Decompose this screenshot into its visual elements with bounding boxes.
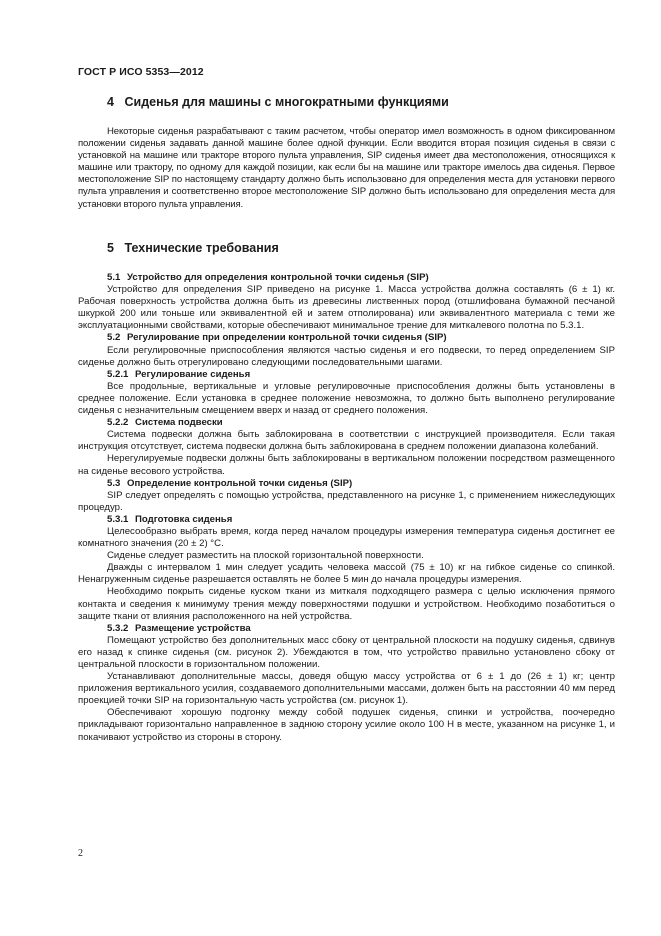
subsection-5-2-2-number: 5.2.2 bbox=[107, 417, 129, 429]
page-header-standard-code: ГОСТ Р ИСО 5353—2012 bbox=[78, 66, 204, 78]
section-5-title: Технические требования bbox=[124, 241, 279, 255]
section-4-heading bbox=[107, 95, 449, 109]
subsection-5-1-paragraph: Устройство для определения SIP приведено на рисунке 1. Масса устройства должна составлять (6 ± 1) кг. Рабочая поверхность устройства должна быть из древесины лиственных пород (отшлифована бумажной песчаной шкуркой 200 или тоньше или эквивалентной ей и затем отполирована) или эквивалентного материала с теми же эксплуатационными свойствами, которые обеспечивают минимальное трение для миткалевого полотна по 5.3.1. bbox=[78, 284, 615, 332]
subsection-5-2-title: Регулирование при определении контрольной точки сиденья (SIP) bbox=[127, 332, 447, 344]
subsection-5-3-title: Определение контрольной точки сиденья (SIP) bbox=[127, 477, 353, 489]
subsection-5-3-2-paragraph-2: Устанавливают дополнительные массы, доведя общую массу устройства от 6 ± 1 до (26 ± 1) кг; центр приложения вертикального усилия, создаваемого дополнительными массами, должен быть на расстоянии 40 мм перед проекцией точки SIP на горизонтальную часть устройства (см. рисунок 1). bbox=[78, 671, 615, 707]
subsection-5-2-1-number: 5.2.1 bbox=[107, 368, 129, 380]
subsection-5-3-1-paragraph-2: Сиденье следует разместить на плоской горизонтальной поверхности. bbox=[107, 550, 424, 562]
subsection-5-3-1-heading bbox=[78, 514, 615, 526]
subsection-5-3-1-title: Подготовка сиденья bbox=[135, 513, 233, 525]
subsection-5-3-2-paragraph-1: Помещают устройство без дополнительных масс сбоку от центральной плоскости на подушку сиденья, сдвинув его назад к спинке сиденья (см. рисунок 2). Убеждаются в том, что устройство правильно установлено сбоку от центральной плоскости в горизонтальном положении. bbox=[78, 634, 615, 670]
subsection-5-2-1-title: Регулирование сиденья bbox=[135, 368, 251, 380]
section-5-number: 5 bbox=[107, 241, 114, 255]
subsection-5-3-2-title: Размещение устройства bbox=[135, 622, 251, 634]
subsection-5-2-2-heading bbox=[78, 417, 615, 429]
subsection-5-3-1-number: 5.3.1 bbox=[107, 513, 129, 525]
subsection-5-2-number: 5.2 bbox=[107, 332, 121, 344]
subsection-5-1-heading bbox=[78, 272, 615, 284]
section-4-number: 4 bbox=[107, 95, 114, 109]
subsection-5-3-number: 5.3 bbox=[107, 477, 121, 489]
section-5-heading bbox=[107, 241, 279, 255]
subsection-5-3-heading bbox=[78, 478, 615, 490]
subsection-5-2-paragraph: Если регулировочные приспособления являются частью сиденья и его подвески, то перед определением SIP сиденье должно быть отрегулировано следующими последовательными шагами. bbox=[78, 344, 615, 368]
subsection-5-1-title: Устройство для определения контрольной точки сиденья (SIP) bbox=[127, 272, 429, 283]
subsection-5-3-1-paragraph-3: Дважды с интервалом 1 мин следует усадить человека массой (75 ± 10) кг на гибкое сиденье со спинкой. Ненагруженным сиденье разрешается оставлять не более 5 мин до начала процедуры измерения. bbox=[78, 562, 615, 586]
section-4-paragraph: Некоторые сиденья разрабатывают с таким расчетом, чтобы оператор имел возможность в одном фиксированном положении сиденья задавать данной машине более одной функции. Если вводится вторая позиция сиденья в связи с установкой на машине или тракторе второго пульта управления, SIP сиденья имеет два местоположения, относящихся к машине или трактору, по одному для каждой позиции, как если бы на машине или тракторе имелось два сиденья. Первое местоположение SIP по настоящему стандарту должно быть использовано для определения места для установки первого пульта управления и соответственно второе местоположение SIP должно быть использовано для определения места для установки второго пульта управления. bbox=[78, 126, 615, 210]
subsection-5-3-2-heading bbox=[78, 623, 615, 635]
subsection-5-1-number: 5.1 bbox=[107, 272, 121, 283]
subsection-5-2-1-paragraph: Все продольные, вертикальные и угловые регулировочные приспособления должны быть установлены в среднее положение. Если установка в среднее положение невозможна, то должно быть выполнено регулирование сиденья с незначительным смещением вверх и назад от среднего положения. bbox=[78, 380, 615, 417]
subsection-5-2-2-paragraph-2: Нерегулируемые подвески должны быть заблокированы в вертикальном положении посредством размещенного на сиденье весового устройства. bbox=[78, 453, 615, 477]
subsection-5-3-paragraph: SIP следует определять с помощью устройства, представленного на рисунке 1, с применением нижеследующих процедур. bbox=[78, 489, 615, 513]
subsection-5-3-1-paragraph-1: Целесообразно выбрать время, когда перед началом процедуры измерения температура сиденья достигнет ее комнатного значения (20 ± 2) °С. bbox=[78, 525, 615, 550]
section-4-body bbox=[78, 126, 615, 211]
subsection-5-3-2-paragraph-3: Обеспечивают хорошую подгонку между собой подушек сиденья, спинки и устройства, поочередно прикладывают горизонтально направленное в заднюю сторону усилие около 100 Н в месте, указанном на рисунке 1, и покачивают устройство из стороны в сторону. bbox=[78, 707, 615, 743]
subsection-5-2-1-heading bbox=[78, 369, 615, 381]
subsection-5-3-1-paragraph-4: Необходимо покрыть сиденье куском ткани из миткаля подходящего размера с целью исключения прямого контакта и сведения к минимуму трения между поверхностями подушки и устройством. Необходимо позаботиться о защите ткани от влияния расположенного на ней устройства. bbox=[78, 586, 615, 622]
subsection-5-3-2-number: 5.3.2 bbox=[107, 622, 129, 634]
subsection-5-2-2-title: Система подвески bbox=[135, 417, 223, 429]
page-number: 2 bbox=[78, 848, 83, 859]
section-4-title: Сиденья для машины с многократными функциями bbox=[124, 95, 449, 109]
subsection-5-2-heading bbox=[78, 332, 615, 344]
subsection-5-2-2-paragraph-1: Система подвески должна быть заблокирована в соответствии с инструкцией производителя. Если такая инструкция отсутствует, система подвески должна быть заблокирована в среднем положении диапазона колебаний. bbox=[78, 429, 615, 453]
section-5-body bbox=[78, 272, 615, 744]
